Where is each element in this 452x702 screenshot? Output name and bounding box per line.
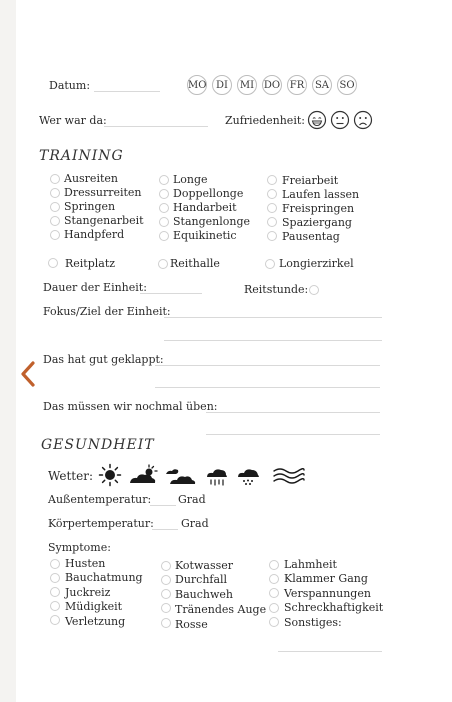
weekday-fr[interactable]: FR xyxy=(287,75,307,95)
symptom-bauchatmung-label: Bauchatmung xyxy=(65,571,143,584)
option-ausreiten-radio[interactable] xyxy=(50,174,60,184)
option-handpferd-radio[interactable] xyxy=(50,230,60,240)
symptom-traenendes-auge-radio[interactable] xyxy=(161,603,171,613)
symptom-schreckhaftigkeit-radio[interactable] xyxy=(269,603,279,613)
duration-field[interactable] xyxy=(140,293,202,294)
symptoms-label: Symptome: xyxy=(48,541,111,554)
training-heading: TRAINING xyxy=(39,148,124,164)
option-stangenlonge-label: Stangenlonge xyxy=(173,215,251,228)
outside-temp-label: Außentemperatur: xyxy=(48,493,152,506)
option-freiarbeit-label: Freiarbeit xyxy=(282,174,339,187)
body-temp-unit: Grad xyxy=(181,517,209,530)
weekday-mo[interactable]: MO xyxy=(187,75,207,95)
option-pausentag-label: Pausentag xyxy=(282,230,340,243)
option-stangenlonge-radio[interactable] xyxy=(159,217,169,227)
weekday-sa[interactable]: SA xyxy=(312,75,332,95)
symptom-verspannungen-label: Verspannungen xyxy=(284,587,371,600)
option-ausreiten-label: Ausreiten xyxy=(64,172,118,185)
symptom-bauchweh-label: Bauchweh xyxy=(175,588,233,601)
symptom-schreckhaftigkeit-label: Schreckhaftigkeit xyxy=(284,601,384,614)
date-label: Datum: xyxy=(49,79,91,92)
symptom-klammer-gang-radio[interactable] xyxy=(269,574,279,584)
symptom-juckreiz-radio[interactable] xyxy=(50,587,60,597)
option-spaziergang-label: Spaziergang xyxy=(282,216,352,229)
option-springen-label: Springen xyxy=(64,200,116,213)
went-well-label: Das hat gut geklappt: xyxy=(43,353,164,366)
sun-icon[interactable] xyxy=(98,463,122,487)
neutral-face-icon[interactable] xyxy=(330,110,350,130)
option-stangenarbeit-label: Stangenarbeit xyxy=(64,214,144,227)
option-freispringen-label: Freispringen xyxy=(282,202,355,215)
sad-face-icon[interactable] xyxy=(353,110,373,130)
option-springen-radio[interactable] xyxy=(50,202,60,212)
option-freispringen-radio[interactable] xyxy=(267,203,277,213)
symptom-bauchatmung-radio[interactable] xyxy=(50,573,60,583)
practice-field-line-2[interactable] xyxy=(206,434,380,435)
went-well-field[interactable] xyxy=(155,365,380,366)
place-reithalle-label: Reithalle xyxy=(170,257,220,270)
symptom-husten-label: Husten xyxy=(65,557,106,570)
option-stangenarbeit-radio[interactable] xyxy=(50,216,60,226)
place-reitplatz-label: Reitplatz xyxy=(65,257,116,270)
went-well-field-line-2[interactable] xyxy=(155,387,380,388)
lesson-label: Reitstunde: xyxy=(244,283,309,296)
back-arrow-icon[interactable] xyxy=(20,361,36,387)
health-heading: GESUNDHEIT xyxy=(41,437,155,453)
place-longierzirkel-label: Longierzirkel xyxy=(279,257,354,270)
focus-field[interactable] xyxy=(164,317,382,318)
lesson-radio[interactable] xyxy=(309,285,319,295)
symptom-sonstiges-radio[interactable] xyxy=(269,617,279,627)
wind-icon[interactable] xyxy=(272,463,306,487)
symptom-lahmheit-radio[interactable] xyxy=(269,560,279,570)
outside-temp-field[interactable] xyxy=(150,505,176,506)
symptom-rosse-label: Rosse xyxy=(175,618,208,631)
symptom-rosse-radio[interactable] xyxy=(161,618,171,628)
symptom-bauchweh-radio[interactable] xyxy=(161,589,171,599)
weekday-so[interactable]: SO xyxy=(337,75,357,95)
option-doppellonge-label: Doppellonge xyxy=(173,187,244,200)
symptom-lahmheit-label: Lahmheit xyxy=(284,558,337,571)
focus-label: Fokus/Ziel der Einheit: xyxy=(43,305,171,318)
option-laufen-lassen-label: Laufen lassen xyxy=(282,188,360,201)
option-doppellonge-radio[interactable] xyxy=(159,189,169,199)
symptom-klammer-gang-label: Klammer Gang xyxy=(284,572,368,585)
option-equikinetic-label: Equikinetic xyxy=(173,229,237,242)
focus-field-line-2[interactable] xyxy=(164,340,382,341)
practice-field[interactable] xyxy=(206,412,380,413)
satisfaction-label: Zufriedenheit: xyxy=(225,114,305,127)
symptom-durchfall-label: Durchfall xyxy=(175,573,228,586)
symptom-traenendes-auge-label: Tränendes Auge xyxy=(175,603,267,616)
duration-label: Dauer der Einheit: xyxy=(43,281,147,294)
weekday-do[interactable]: DO xyxy=(262,75,282,95)
body-temp-field[interactable] xyxy=(152,529,178,530)
journal-page xyxy=(16,0,452,702)
option-pausentag-radio[interactable] xyxy=(267,231,277,241)
option-laufen-lassen-radio[interactable] xyxy=(267,189,277,199)
symptom-kotwasser-radio[interactable] xyxy=(161,561,171,571)
weekday-di[interactable]: DI xyxy=(212,75,232,95)
practice-label: Das müssen wir nochmal üben: xyxy=(43,400,218,413)
sun-behind-cloud-icon[interactable] xyxy=(128,463,158,487)
option-freiarbeit-radio[interactable] xyxy=(267,175,277,185)
rain-cloud-icon[interactable] xyxy=(205,463,229,487)
clouds-icon[interactable] xyxy=(164,463,198,487)
symptom-durchfall-radio[interactable] xyxy=(161,575,171,585)
option-dressurreiten-label: Dressurreiten xyxy=(64,186,142,199)
place-reithalle-radio[interactable] xyxy=(158,259,168,269)
symptom-muedigkeit-radio[interactable] xyxy=(50,601,60,611)
place-reitplatz-radio[interactable] xyxy=(48,258,58,268)
who-field[interactable] xyxy=(104,126,208,127)
symptom-husten-radio[interactable] xyxy=(50,559,60,569)
snow-cloud-icon[interactable] xyxy=(236,463,262,487)
option-handarbeit-radio[interactable] xyxy=(159,203,169,213)
option-dressurreiten-radio[interactable] xyxy=(50,188,60,198)
option-longe-radio[interactable] xyxy=(159,175,169,185)
option-handarbeit-label: Handarbeit xyxy=(173,201,237,214)
weekday-mi[interactable]: MI xyxy=(237,75,257,95)
option-equikinetic-radio[interactable] xyxy=(159,231,169,241)
symptom-juckreiz-label: Juckreiz xyxy=(65,586,111,599)
option-handpferd-label: Handpferd xyxy=(64,228,125,241)
date-field[interactable] xyxy=(94,91,160,92)
outside-temp-unit: Grad xyxy=(178,493,206,506)
option-spaziergang-radio[interactable] xyxy=(267,217,277,227)
who-label: Wer war da: xyxy=(39,114,107,127)
symptom-kotwasser-label: Kotwasser xyxy=(175,559,233,572)
symptom-verletzung-label: Verletzung xyxy=(65,615,126,628)
laughing-face-icon[interactable] xyxy=(307,110,327,130)
symptom-verspannungen-radio[interactable] xyxy=(269,588,279,598)
symptom-other-field[interactable] xyxy=(278,651,382,652)
symptom-verletzung-radio[interactable] xyxy=(50,615,60,625)
weather-label: Wetter: xyxy=(48,469,93,483)
symptom-muedigkeit-label: Müdigkeit xyxy=(65,600,123,613)
symptom-sonstiges-label: Sonstiges: xyxy=(284,616,342,629)
body-temp-label: Körpertemperatur: xyxy=(48,517,154,530)
place-longierzirkel-radio[interactable] xyxy=(265,259,275,269)
option-longe-label: Longe xyxy=(173,173,208,186)
